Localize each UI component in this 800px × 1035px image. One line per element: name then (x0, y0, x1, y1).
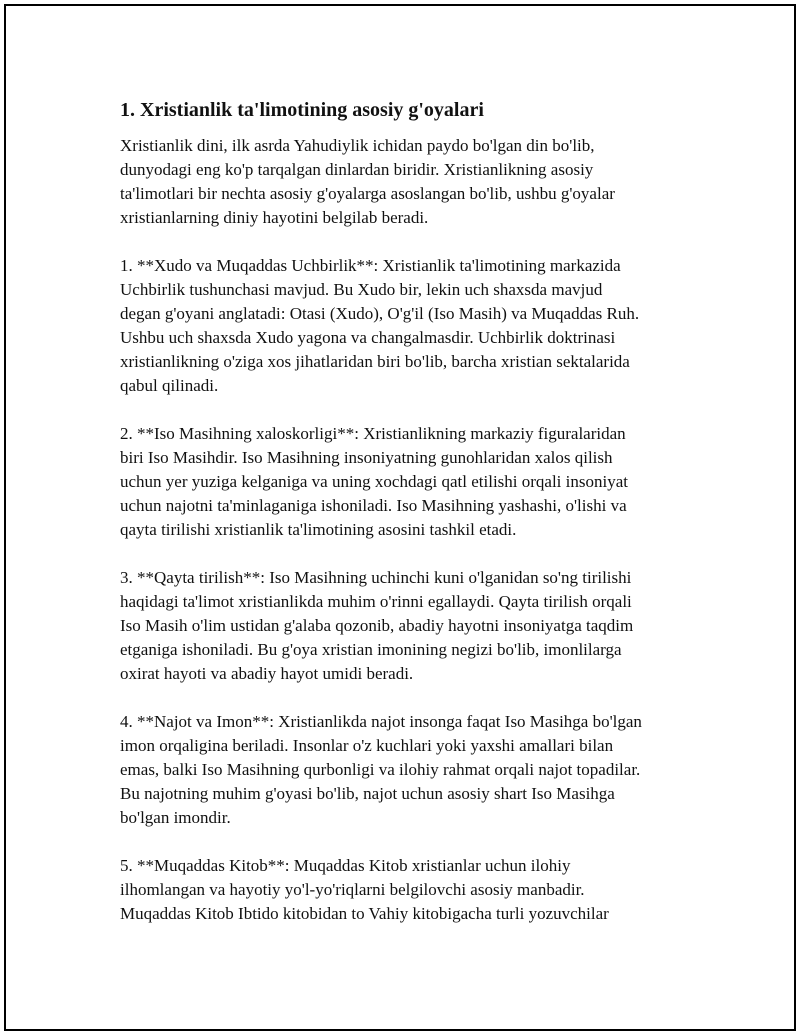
paragraph-resurrection: 3. **Qayta tirilish**: Iso Masihning uchinchi kuni o'lganidan so'ng tirilishi haqidagi ta'limot xristianlikda muhim o'rinni egallaydi. Qayta tirilish orqali Iso Masih o'lim ustidan g'alaba qozonib, abadiy hayotni insoniyatga taqdim etganiga ishoniladi. Bu g'oya xristian imonining negizi bo'lib, imonlilarga oxirat hayoti va abadiy hayot umidi beradi. (120, 568, 634, 683)
document-page (4, 4, 796, 1031)
paragraph-holy-book: 5. **Muqaddas Kitob**: Muqaddas Kitob xristianlar uchun ilohiy ilhomlangan va hayotiy yo'l-yo'riqlarni belgilovchi asosiy manbadir. Muqaddas Kitob Ibtido kitobidan to Vahiy kitobigacha turli yozuvchilar (120, 856, 609, 923)
paragraph-salvation-faith: 4. **Najot va Imon**: Xristianlikda najot insonga faqat Iso Masihga bo'lgan imon orqaligina beriladi. Insonlar o'z kuchlari yoki yaxshi amallari bilan emas, balki Iso Masihning qurbonligi va ilohiy rahmat orqali najot topadilar. Bu najotning muhim g'oyasi bo'lib, najot uchun asosiy shart Iso Masihga bo'lgan imondir. (120, 712, 642, 827)
paragraph-trinity: 1. **Xudo va Muqaddas Uchbirlik**: Xristianlik ta'limotining markazida Uchbirlik tushunchasi mavjud. Bu Xudo bir, lekin uch shaxsda mavjud degan g'oyani anglatadi: Otasi (Xudo), O'g'il (Iso Masih) va Muqaddas Ruh. Ushbu uch shaxsda Xudo yagona va changalmasdir. Uchbirlik doktrinasi xristianlikning o'ziga xos jihatlaridan biri bo'lib, barcha xristian sektalarida qabul qilinadi. (120, 256, 640, 395)
document-title: 1. Xristianlik ta'limotining asosiy g'oyalari (120, 99, 484, 121)
document-content (120, 98, 700, 926)
intro-paragraph: Xristianlik dini, ilk asrda Yahudiylik ichidan paydo bo'lgan din bo'lib, dunyodagi eng ko'p tarqalgan dinlardan biridir. Xristianlikning asosiy ta'limotlari bir nechta asosiy g'oyalarga asoslangan bo'lib, ushbu g'oyalar xristianlarning diniy hayotini belgilab beradi. (120, 136, 615, 227)
paragraph-salvation-role: 2. **Iso Masihning xaloskorligi**: Xristianlikning markaziy figuralaridan biri Iso Masihdir. Iso Masihning insoniyatning gunohlaridan xalos qilish uchun yer yuziga kelganiga va uning xochdagi qatl etilishi orqali insoniyat uchun najotni ta'minlaganiga ishoniladi. Iso Masihning yashashi, o'lishi va qayta tirilishi xristianlik ta'limotining asosini tashkil etadi. (120, 424, 628, 539)
